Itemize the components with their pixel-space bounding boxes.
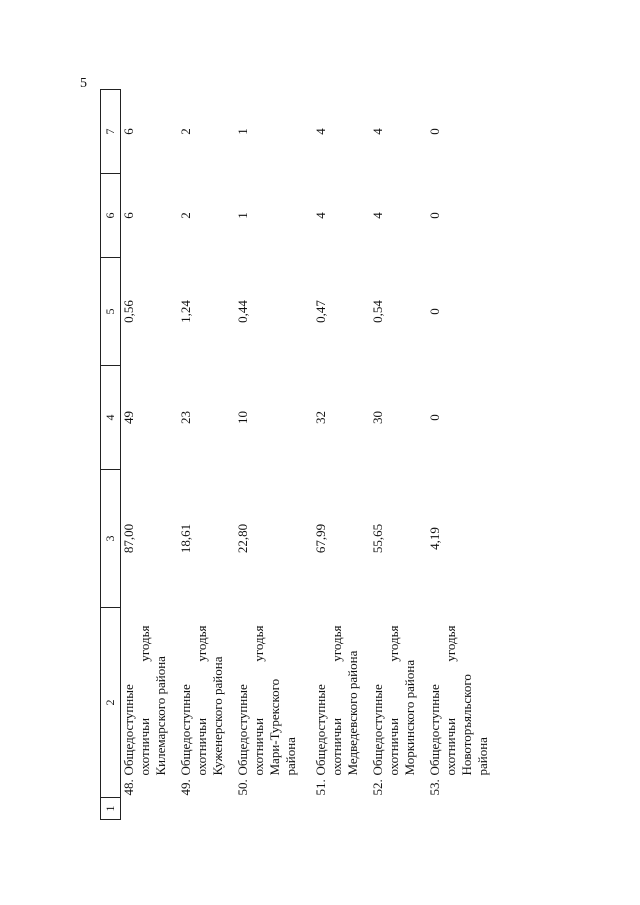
table-row [121, 90, 178, 820]
header-col-1: 1 [101, 798, 121, 820]
header-col-6: 6 [101, 174, 121, 258]
cell-col6: 4 [312, 212, 328, 219]
hunting-grounds-table [100, 89, 507, 820]
cell-col4: 10 [234, 411, 250, 424]
cell-col7: 2 [177, 128, 193, 135]
cell-col5: 0,47 [312, 300, 328, 323]
cell-col7: 4 [369, 128, 385, 135]
row-number: 51. [312, 779, 328, 796]
cell-col7: 1 [234, 128, 250, 135]
row-name: 53.Общедоступные охотничьи угодья Новоторъяльского района [426, 625, 490, 796]
row-name: 50.Общедоступные охотничьи угодья Мари-Турекского района [234, 625, 298, 796]
table-row [235, 90, 313, 820]
cell-col6: 0 [426, 212, 442, 219]
cell-col5: 0 [426, 308, 442, 315]
cell-col5: 0,54 [369, 300, 385, 323]
cell-col6: 6 [121, 212, 136, 219]
row-name: 48.Общедоступные охотничьи угодья Килемарского района [121, 625, 168, 796]
cell-area: 67,99 [312, 523, 328, 554]
cell-area: 4,19 [426, 527, 442, 550]
cell-col6: 4 [369, 212, 385, 219]
row-number: 53. [426, 779, 442, 796]
cell-area: 18,61 [177, 523, 193, 554]
cell-col4: 32 [312, 411, 328, 424]
table-row [427, 90, 507, 820]
cell-area: 22,80 [234, 523, 250, 554]
rotated-table-container [100, 90, 520, 820]
cell-col5: 1,24 [177, 300, 193, 323]
header-col-5: 5 [101, 258, 121, 366]
table-row [370, 90, 427, 820]
row-name: 49.Общедоступные охотничьи угодья Куженерского района [177, 625, 225, 796]
cell-col7: 0 [426, 128, 442, 135]
cell-col5: 0,56 [121, 300, 136, 323]
cell-col5: 0,44 [234, 300, 250, 323]
table-row [178, 90, 235, 820]
cell-col4: 49 [121, 411, 136, 424]
row-number: 49. [177, 779, 193, 796]
cell-col6: 1 [234, 212, 250, 219]
cell-area: 55,65 [369, 523, 385, 554]
header-col-2: 2 [101, 608, 121, 798]
header-col-7: 7 [101, 90, 121, 174]
cell-area: 87,00 [121, 523, 136, 554]
row-number: 52. [369, 779, 385, 796]
header-col-3: 3 [101, 470, 121, 608]
cell-col4: 0 [426, 414, 442, 421]
cell-col6: 2 [177, 212, 193, 219]
table-row [313, 90, 370, 820]
cell-col7: 4 [312, 128, 328, 135]
cell-col7: 6 [121, 128, 136, 135]
row-number: 50. [234, 779, 250, 796]
cell-col4: 23 [177, 411, 193, 424]
row-name: 52.Общедоступные охотничьи угодья Моркинского района [369, 625, 417, 796]
cell-col4: 30 [369, 411, 385, 424]
row-name: 51.Общедоступные охотничьи угодья Медведевского района [312, 625, 360, 796]
table-header-row [101, 90, 121, 820]
header-col-4: 4 [101, 366, 121, 470]
row-number: 48. [121, 779, 136, 796]
page-number: 5 [80, 76, 87, 91]
